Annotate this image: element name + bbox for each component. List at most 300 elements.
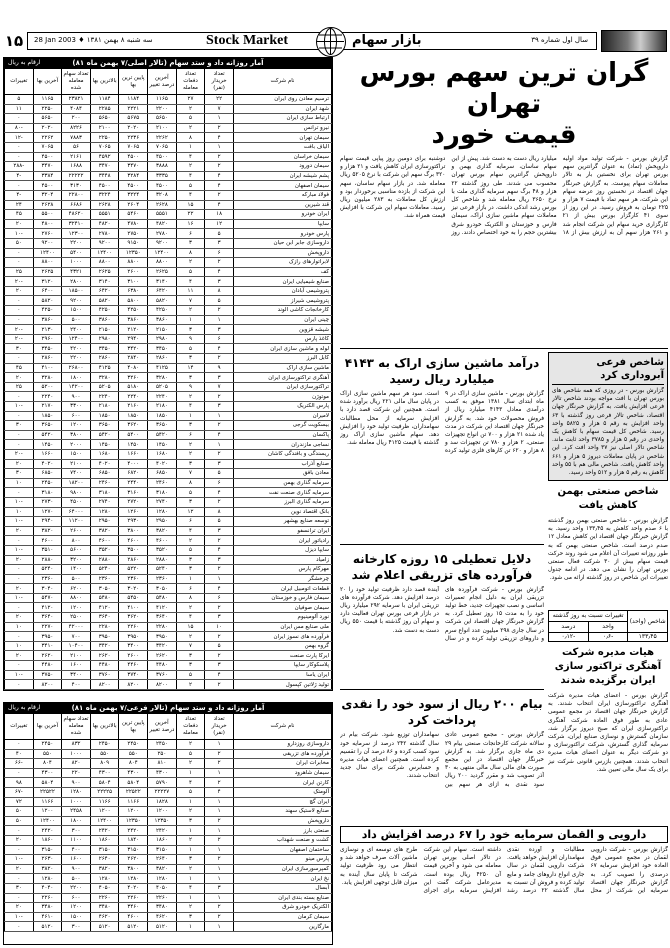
table-row	[5, 517, 332, 527]
cell-value: ۵	[176, 114, 205, 124]
cell-value: ۲	[176, 449, 205, 459]
table-row	[5, 200, 332, 210]
cell-value: -۱۰	[5, 497, 34, 507]
cell-value: ۳	[205, 459, 234, 469]
cell-value: ۵۴۸۰	[148, 593, 177, 603]
cell-value: ۶۲۰۰	[62, 584, 91, 594]
cell-value: ۴۵۰۰	[119, 181, 148, 191]
cell-value: ۵۴۰۰	[119, 430, 148, 440]
cell-value: ۱	[176, 797, 205, 807]
cell-value: ۱	[176, 768, 205, 778]
cell-value: ۴	[205, 171, 234, 181]
cell-value: ۱۱	[5, 104, 34, 114]
cell-value: ۳	[176, 238, 205, 248]
cell-value: ۲۲۶۰	[90, 893, 119, 903]
cell-value: ۳۴۲۰	[148, 641, 177, 651]
cell-value: ۲۶۲۰	[119, 855, 148, 865]
cell-value: ۱۸۵۰	[33, 411, 62, 421]
cell-value: ۳	[205, 555, 234, 565]
cell-value: -۱۰	[5, 593, 34, 603]
table-row	[5, 152, 332, 162]
cell-value: ۸۰۰	[62, 536, 91, 546]
cell-value: ۵۱۲۰	[148, 922, 177, 932]
cell-value: ۴۶۲۰	[148, 912, 177, 922]
cell-value: ۲۶۲۸	[33, 200, 62, 210]
company-name: بانک اقتصاد نوین	[233, 507, 331, 517]
column-header: تعداد سهام معامله شده	[62, 714, 91, 740]
table-row	[5, 296, 332, 306]
cell-value: ۴	[176, 277, 205, 287]
cell-value: ۲۴	[5, 200, 34, 210]
company-name: سیمان اصفهان	[233, 181, 331, 191]
cell-value: ۲۳۶۰	[148, 574, 177, 584]
table-row	[5, 555, 332, 565]
cell-value: ۸۲۲۶	[62, 123, 91, 133]
cell-value: ۱	[176, 315, 205, 325]
table-row	[5, 392, 332, 402]
cell-value: ۱۲۴۰۰	[90, 248, 119, 258]
cell-value: ۳۸۶۰	[148, 315, 177, 325]
cell-value: ۳۹۵۰	[148, 632, 177, 642]
cell-value: ۷۴۰۰	[62, 469, 91, 479]
cell-value: ۵۵۰	[90, 749, 119, 759]
cell-value: ۴۳۰۰	[33, 768, 62, 778]
cell-value: ۰	[5, 740, 34, 750]
table-row	[5, 315, 332, 325]
cell-value: ۱۴۰۰	[62, 565, 91, 575]
masthead-bar	[27, 32, 597, 50]
table-title-bar	[4, 703, 332, 713]
cell-value: ۰	[5, 440, 34, 450]
cell-value: ۱۴۵۰	[90, 440, 119, 450]
cell-value: ۲	[205, 565, 234, 575]
cell-value: ۵۷۹۰	[148, 778, 177, 788]
cell-value: ۲	[205, 632, 234, 642]
company-name: زامیاد	[233, 555, 331, 565]
cell-value: ۳۸۲۰	[90, 526, 119, 536]
cell-value: -۱۲	[5, 133, 34, 143]
cell-value: ۲	[176, 162, 205, 172]
cell-value: ۹	[176, 382, 205, 392]
cell-value: ۴۵۰۰	[148, 152, 177, 162]
table-row	[5, 545, 332, 555]
cell-value: ۲۱۸۰	[148, 402, 177, 412]
cell-value: ۳	[176, 816, 205, 826]
cell-value: ۴۱۲۰	[90, 603, 119, 613]
cell-value: ۵۸۰۴	[119, 778, 148, 788]
table-row	[5, 584, 332, 594]
company-name: آهنگری تراکتورسازی ایران	[233, 373, 331, 383]
cell-value: ۲۱۷۰	[33, 402, 62, 412]
cell-value: ۵۰۰	[62, 574, 91, 584]
cell-value: ۸۸۰۰	[62, 593, 91, 603]
table-row	[5, 778, 332, 788]
cell-value: ۵۴۷۰	[33, 593, 62, 603]
cell-value: ۱	[205, 440, 234, 450]
cell-value: -۱۰	[5, 517, 34, 527]
cell-value: ۳	[205, 402, 234, 412]
cell-value: ۸۸۰۰	[90, 258, 119, 268]
cell-value: ۳	[205, 661, 234, 671]
column-header: آخرین بها	[33, 714, 62, 740]
cell-value: ۲۸۴۰	[119, 354, 148, 364]
table-title-bar	[4, 58, 332, 68]
company-name: سرمایه گذاری بهمن	[233, 478, 331, 488]
cell-value: ۱	[205, 922, 234, 932]
table-row	[5, 613, 332, 623]
column-header: بالاترین بها	[90, 69, 119, 95]
cell-value: ۲۶۸۰۰	[62, 363, 91, 373]
cell-value: ۲۴۵۰	[33, 478, 62, 488]
cell-value: ۰	[5, 354, 34, 364]
cell-value: ۲۶۰۰	[119, 267, 148, 277]
cell-value: ۹۲۰۰	[90, 238, 119, 248]
table-row	[5, 190, 332, 200]
col-header: شاخص (واحد)	[628, 611, 668, 633]
cell-value: ۴۰۵۰	[90, 883, 119, 893]
cell-value: ۵	[176, 488, 205, 498]
cell-value: ۳۷۵۰	[33, 670, 62, 680]
cell-value: ۲	[176, 864, 205, 874]
cell-value: ۴۰۲۰	[33, 459, 62, 469]
cell-value: ۳	[205, 277, 234, 287]
cell-value: ۴	[176, 883, 205, 893]
cell-value: ۲۱۳۰	[33, 325, 62, 335]
cell-value: ۲۲۲۲۵	[90, 787, 119, 797]
cell-value: ۳۲۰۸	[148, 190, 177, 200]
table-row	[5, 835, 332, 845]
company-name: ساختمان اصفهان	[233, 845, 331, 855]
table-row	[5, 133, 332, 143]
cell-value: ۷۸۸۳	[62, 133, 91, 143]
cell-value: ۱۱۸۴	[90, 95, 119, 105]
cell-value: ۸	[205, 507, 234, 517]
cell-value: ۰	[5, 536, 34, 546]
cell-value: ۰	[5, 826, 34, 836]
cell-value: ۵۸۰۴	[33, 778, 62, 788]
cell-value: ۲۲	[205, 95, 234, 105]
cell-value: ۳۰	[5, 344, 34, 354]
cell-value: ۳	[176, 855, 205, 865]
company-name: کشت و صنعت شهداب	[233, 835, 331, 845]
table-row	[5, 632, 332, 642]
company-name: سرمایه گذاری البرز	[233, 497, 331, 507]
table-row	[5, 478, 332, 488]
cell-value: ۹۸	[5, 778, 34, 788]
cell-value: ۵۰۰	[62, 874, 91, 884]
cell-value: ۵۵۵۱	[90, 210, 119, 220]
company-name: لابراتوارهای رازک	[233, 258, 331, 268]
table-row	[5, 670, 332, 680]
cell-value: ۱۶۰۰	[62, 855, 91, 865]
table-row	[5, 229, 332, 239]
cell-value: ۱۱۶۶	[119, 797, 148, 807]
cell-value: ۲۸۸۰	[90, 555, 119, 565]
cell-value: ۴۸۲۰	[90, 219, 119, 229]
col-header: واحد	[588, 622, 628, 633]
cell-value: ۱۲۰۰	[62, 903, 91, 913]
cell-value: ۲	[205, 749, 234, 759]
cell-value: ۱۶۰۰	[62, 661, 91, 671]
cell-value: ۴۲۰۰۰	[62, 622, 91, 632]
article-headline: درآمد ماشین سازی اراک به ۴۱۴۳ میلیارد ریال رسید	[344, 356, 540, 386]
company-name: مهرکام پارس	[233, 565, 331, 575]
cell-value: ۴	[176, 778, 205, 788]
cell-value: ۴۵۰۰	[148, 181, 177, 191]
cell-value: ۴	[205, 133, 234, 143]
cell-value: ۹۲۰۰	[33, 238, 62, 248]
cell-value: ۶	[205, 478, 234, 488]
cell-value: ۸۰۹	[90, 759, 119, 769]
cell-value: ۲	[176, 306, 205, 316]
cell-value: ۱	[205, 797, 234, 807]
cell-value: ۲۲۸۰۰	[62, 190, 91, 200]
cell-value: ۲۹۵۰	[90, 517, 119, 527]
column-header: تعداد خریدار (نفر)	[205, 69, 234, 95]
cell-value: ۲۲۰۰	[62, 883, 91, 893]
cell-value: ۴۱۰۰	[119, 603, 148, 613]
cell-value: ۲	[205, 162, 234, 172]
cell-value: ۸۰۴	[33, 759, 62, 769]
cell-value: ۱۸۰۰	[62, 816, 91, 826]
cell-value: ۱۱۶۶	[33, 797, 62, 807]
cell-value: ۳	[176, 497, 205, 507]
cell-value: ۳۴۸۰	[90, 903, 119, 913]
sidebar-headline: شاخص فرعی آبروداری کرد	[552, 356, 664, 385]
cell-value: ۲	[205, 536, 234, 546]
cell-value: ۵۴۶۰	[119, 210, 148, 220]
cell-value: ۴۷۸۰	[119, 219, 148, 229]
cell-value: ۳۹۵۰	[90, 632, 119, 642]
cell-value: ۲۰	[5, 835, 34, 845]
cell-value: ۴۵۰۰	[33, 181, 62, 191]
company-name: کاغذ پارس	[233, 334, 331, 344]
company-name: ملی صنایع مس ایران	[233, 622, 331, 632]
articles-area	[340, 58, 668, 946]
cell-value: ۰	[5, 768, 34, 778]
cell-value: ۶	[205, 593, 234, 603]
cell-value: ۳۶۵۰	[148, 421, 177, 431]
cell-value: ۳۰۵۰	[148, 584, 177, 594]
cell-value: ۲	[205, 651, 234, 661]
cell-value: ۴۰۰۰	[119, 459, 148, 469]
cell-value: ۵۰	[5, 816, 34, 826]
cell-value: ۲	[205, 392, 234, 402]
cell-value: ۰	[5, 922, 34, 932]
column-header: تعداد دفعات معامله	[176, 69, 205, 95]
cell-value: ۳۸۲۰	[148, 526, 177, 536]
cell-value: ۲۴۵۰	[119, 740, 148, 750]
cell-value: ۰	[5, 603, 34, 613]
cell-value: ۲	[176, 440, 205, 450]
cell-value: ۴۵۹۲	[90, 152, 119, 162]
cell-value: ۳۸۶۰	[119, 315, 148, 325]
cell-value: ۵۱۲۰	[33, 922, 62, 932]
cell-value: -۱۰	[5, 229, 34, 239]
cell-value: ۳۳۰۰	[62, 402, 91, 412]
cell-value: ۲	[205, 449, 234, 459]
cell-value: ۱۱۸۴	[119, 95, 148, 105]
cell-value: ۱۸۴۰	[119, 835, 148, 845]
cell-value: ۳۷۶۰	[90, 670, 119, 680]
table-row	[5, 469, 332, 479]
cell-value: ۲۲۸۰	[90, 622, 119, 632]
column-header: بالاترین بها	[90, 714, 119, 740]
issue-number: سال اول شماره ۳۹	[531, 36, 588, 44]
table-row	[5, 497, 332, 507]
sidebar-body: گزارش بورس - شاخص صنعتی بهمن روز گذشته با ۶ صدم واحد کاهش به ۱۳۳٫۴۵ واحد رسید. به گزارش خبرنگار جهان اقتصاد این کاهش معادل ۱۲ صدم درصد است. شاخص صنعتی بهمن که به طور روزانه تغییرات آن اعلام می شود روند حرکت قیمت سهام بیش از ۳۰ شرکت فعال صنعتی بورس تهران را نشان می دهد. در ادامه جدول تغییرات این شاخص در روز گذشته ارائه می شود.	[548, 518, 668, 582]
cell-value: -۶۶	[5, 759, 34, 769]
cell-value: ۳۷۶۰	[148, 670, 177, 680]
cell-value: ۵۶۷۵	[119, 114, 148, 124]
cell-value: ۱۰	[5, 641, 34, 651]
cell-value: ۱	[205, 740, 234, 750]
cell-value: ۱۸۵۰	[148, 411, 177, 421]
cell-value: ۸۲۰۰	[90, 680, 119, 690]
globe-icon	[316, 27, 346, 57]
cell-value: ۲	[176, 632, 205, 642]
cell-value: ۳۱۴۰	[90, 277, 119, 287]
cell-value: ۴۲۵۰	[33, 306, 62, 316]
cell-value: ۲۰	[5, 459, 34, 469]
cell-value: ۸۸۰۰	[33, 258, 62, 268]
cell-value: ۰	[5, 411, 34, 421]
company-name: داروسازی روزدارو	[233, 740, 331, 750]
cell-value: -۲۰	[5, 277, 34, 287]
cell-value: ۴۰۲۰	[119, 883, 148, 893]
cell-value: ۲۲۶۲	[148, 133, 177, 143]
cell-value: ۵۲۴۰	[148, 565, 177, 575]
company-name: سرمایه گذاری صنعت نفت	[233, 488, 331, 498]
table-unit: ارقام به ریال	[8, 59, 41, 66]
cell-value: ۴۴۸۰	[148, 661, 177, 671]
table-row	[5, 411, 332, 421]
cell-value: ۹۸۰۰	[62, 488, 91, 498]
cell-value: ۵۴۲۰	[90, 430, 119, 440]
stock-table	[4, 713, 332, 932]
cell-value: -۴	[5, 171, 34, 181]
cell-value: ۲۲۴۰	[148, 392, 177, 402]
cell-value: ۵۸۲۰	[33, 296, 62, 306]
cell-value: ۵	[5, 95, 34, 105]
stock-table	[4, 68, 332, 690]
date-fa: سه شنبه ۸ بهمن ۱۳۸۱	[86, 36, 153, 44]
table-row	[5, 354, 332, 364]
cell-value: ۱۸۶۰	[148, 835, 177, 845]
cell-value: ۵۱۲۰	[119, 922, 148, 932]
cell-value: ۱۰۰۰	[62, 258, 91, 268]
cell-value: ۲۷۳۰	[33, 497, 62, 507]
page-number: ۱۵	[4, 32, 24, 50]
cell-value: ۲۶۳۰	[33, 855, 62, 865]
sidebar-body: گزارش بورس - در روزی که همه شاخص های بورس تهران با افت مواجه بودند شاخص تالار فرعی افزایش یافت. به گزارش خبرنگار جهان اقتصاد، شاخص تالار فرعی روز گذشته با ۶۳ واحد افزایش به رقم ۵ هزار و ۵۸۲۵ واحد رسید. شاخص کل قیمت سهام با کاهش یک واحدی در رقم ۵ هزار و ۳۷۸۵ واحد ثابت ماند. شاخص تالار اصلی نیز ۳۷ واحد افت کرد. این شاخص در پایان معاملات دیروز ۵ هزار و ۶۶۱ واحد کاهش یافت. شاخص مالی هم با ۵۵ واحد کاهش به رقم ۵ هزار و ۵۱۲ واحد رسید.	[552, 388, 664, 477]
cell-value: ۲۸۶۰	[90, 354, 119, 364]
cell-value: ۳۶۴۰	[148, 613, 177, 623]
company-name: کارتن ایران	[233, 778, 331, 788]
cell-value: ۲۴۲۰	[148, 826, 177, 836]
table-row	[5, 114, 332, 124]
cell-value: ۵۲۰۵	[148, 382, 177, 392]
cell-value: ۳۹۵۰	[119, 632, 148, 642]
cell-value: ۸	[176, 478, 205, 488]
cell-value: ۹۰۰	[62, 392, 91, 402]
cell-value: -۲۰	[5, 325, 34, 335]
cell-value: ۸۰۴	[119, 759, 148, 769]
cell-value: ۳۸۲۰	[90, 864, 119, 874]
cell-value: ۵۲۴۰	[33, 565, 62, 575]
company-name: سیمان خراسان	[233, 152, 331, 162]
company-name: کمپرسورسازی ایران	[233, 864, 331, 874]
table-row	[5, 402, 332, 412]
cell-value: ۲	[176, 680, 205, 690]
cell-value: ۵۶۵۰	[148, 114, 177, 124]
cell-value: ۶	[205, 334, 234, 344]
cell-value: ۰	[5, 632, 34, 642]
main-board-table	[3, 57, 333, 691]
cell-value: ۴۳۰۰	[119, 768, 148, 778]
cell-value: ۲	[205, 759, 234, 769]
cell-value: ۵۶۵۰	[90, 114, 119, 124]
table-row	[5, 874, 332, 884]
date-en: 28 Jan 2003	[34, 36, 76, 44]
cell-value: ۲۹۳۰	[119, 517, 148, 527]
cell-value: ۱	[176, 893, 205, 903]
cell-value: ۵۲۲۰	[119, 565, 148, 575]
cell-value: ۲	[176, 123, 205, 133]
cell-value: ۴۵۰۰	[119, 152, 148, 162]
cell-value: ۳۶۴۰	[33, 613, 62, 623]
cell-value: -۱۰	[5, 402, 34, 412]
cell-value: ۴۰۸۴	[62, 104, 91, 114]
cell-value: ۳۰۴۰	[33, 584, 62, 594]
cell-value: ۲۰	[5, 286, 34, 296]
company-name: بیسکویت گرجی	[233, 421, 331, 431]
unit-change: -۰٫۶	[588, 633, 628, 642]
cell-value: ۱۲۳۵۰	[119, 248, 148, 258]
cell-value: ۲۵	[5, 267, 34, 277]
cell-value: ۳۸۸۸	[148, 162, 177, 172]
cell-value: ۲۷۴۰	[148, 497, 177, 507]
cell-value: ۴	[205, 181, 234, 191]
company-name: صنایع شیمیایی ایران	[233, 277, 331, 287]
table-row	[5, 459, 332, 469]
cell-value: ۳۴۰۰	[62, 670, 91, 680]
cell-value: ۸۲۰	[62, 759, 91, 769]
cell-value: ۳۲۴۱۰	[62, 219, 91, 229]
cell-value: ۴۱۲۵	[90, 363, 119, 373]
cell-value: ۳۲۰۴	[33, 190, 62, 200]
company-name: موتوژن	[233, 392, 331, 402]
cell-value: ۳۰	[5, 469, 34, 479]
article-headline-boxed: دارویی و القمان سرمایه خود را ۶۷ درصد افزایش داد	[340, 826, 668, 843]
cell-value: ۸	[176, 593, 205, 603]
cell-value: ۲۸۶۰	[148, 354, 177, 364]
table-row	[5, 855, 332, 865]
cell-value: ۲۲۶۰	[33, 893, 62, 903]
cell-value: ۲۲۴۰	[33, 392, 62, 402]
cell-value: ۲۹۸۰	[90, 334, 119, 344]
cell-value: ۱۱۶۵	[33, 95, 62, 105]
cell-value: ۴۰	[5, 749, 34, 759]
cell-value: ۳۴۷۰	[90, 162, 119, 172]
company-name: نخ ایران	[233, 874, 331, 884]
cell-value: ۱۲۴۰۰	[148, 248, 177, 258]
cell-value: ۲	[205, 778, 234, 788]
cell-value: ۴	[205, 430, 234, 440]
cell-value: ۵	[176, 181, 205, 191]
cell-value: ۳	[176, 912, 205, 922]
sidebar-headline: هیات مدیره شرکت آهنگری تراکتور سازی ایران برگزیده شدند	[554, 647, 662, 686]
